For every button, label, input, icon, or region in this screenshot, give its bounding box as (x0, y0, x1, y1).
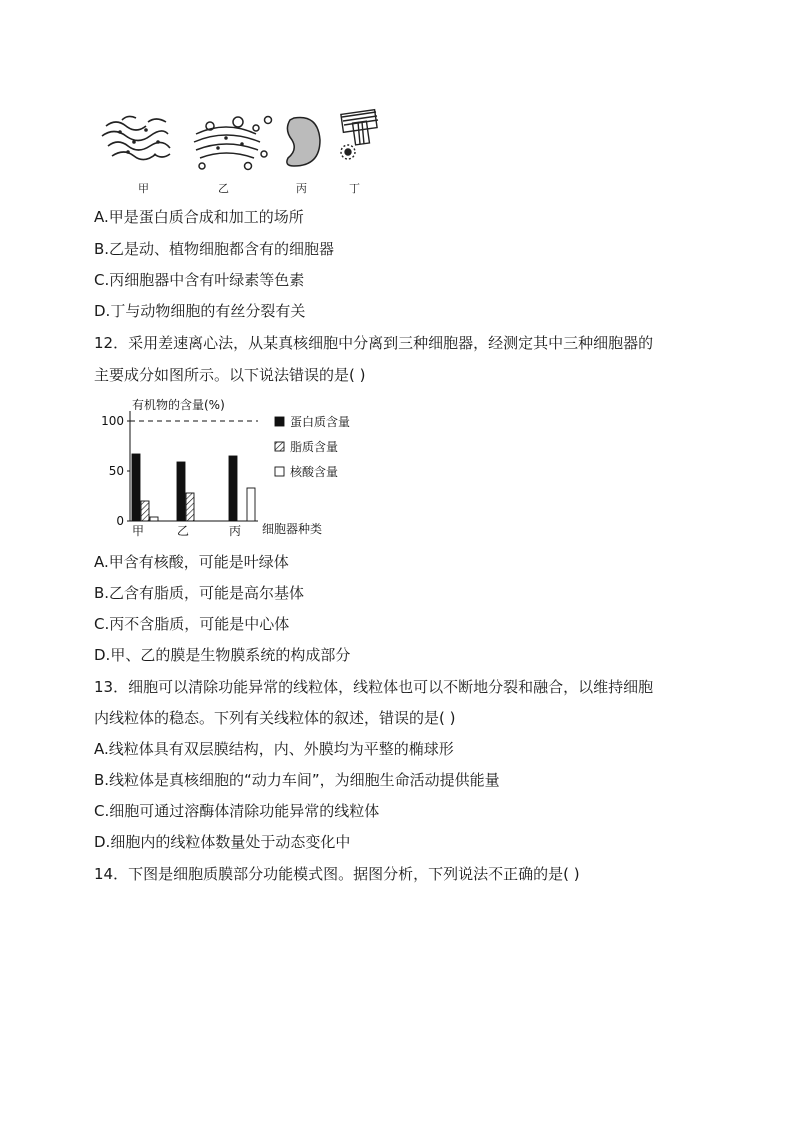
legend-swatch (275, 467, 284, 476)
centrosome-drawing (341, 110, 378, 159)
q13-option-a: A.线粒体具有双层膜结构，内、外膜均为平整的椭球形 (94, 740, 454, 758)
q12-stem-line2: 主要成分如图所示。以下说法错误的是( ) (94, 366, 366, 384)
x-tick-label: 乙 (176, 524, 190, 538)
bar-2-0 (229, 456, 237, 521)
legend-label: 蛋白质含量 (290, 415, 351, 429)
x-tick-label: 甲 (131, 524, 145, 538)
q12-option-a: A.甲含有核酸，可能是叶绿体 (94, 553, 289, 571)
chart-ylabel: 有机物的含量(%) (132, 398, 225, 412)
figure-label-jia: 甲 (138, 182, 149, 195)
q13-stem-line2: 内线粒体的稳态。下列有关线粒体的叙述，错误的是( ) (94, 709, 456, 727)
q12-option-b: B.乙含有脂质，可能是高尔基体 (94, 584, 305, 602)
figure-label-ding: 丁 (349, 182, 360, 195)
legend-swatch (275, 417, 284, 426)
figure-label-bing: 丙 (296, 182, 307, 195)
q11-option-c: C.丙细胞器中含有叶绿素等色素 (94, 271, 305, 289)
y-tick-label: 0 (116, 514, 124, 528)
vacuole-drawing (287, 117, 320, 166)
q11-option-d: D.丁与动物细胞的有丝分裂有关 (94, 302, 306, 320)
figure-label-yi: 乙 (218, 182, 229, 195)
x-tick-label: 丙 (228, 524, 242, 538)
bar-0-0 (132, 454, 140, 521)
q11-option-a: A.甲是蛋白质合成和加工的场所 (94, 208, 304, 226)
q12-stem-line1: 12．采用差速离心法，从某真核细胞中分离到三种细胞器，经测定其中三种细胞器的 (94, 334, 654, 352)
q13-option-d: D.细胞内的线粒体数量处于动态变化中 (94, 833, 351, 851)
q13-stem-line1: 13．细胞可以清除功能异常的线粒体，线粒体也可以不断地分裂和融合，以维持细胞 (94, 678, 654, 696)
q13-option-c: C.细胞可通过溶酶体清除功能异常的线粒体 (94, 802, 380, 820)
bar-2-2 (247, 488, 255, 521)
q12-option-c: C.丙不含脂质，可能是中心体 (94, 615, 290, 633)
organelle-composition-chart (94, 393, 394, 543)
golgi-drawing (194, 117, 272, 170)
bar-0-2 (150, 517, 158, 521)
organelle-figure (98, 108, 398, 174)
legend-swatch (275, 442, 284, 451)
bar-1-0 (177, 462, 185, 521)
chart-xlabel: 细胞器种类 (262, 522, 323, 536)
bar-1-1 (186, 493, 194, 521)
q13-option-b: B.线粒体是真核细胞的“动力车间”，为细胞生命活动提供能量 (94, 771, 500, 789)
y-tick-label: 50 (108, 464, 124, 478)
q14-stem: 14．下图是细胞质膜部分功能模式图。据图分析，下列说法不正确的是( ) (94, 865, 580, 883)
q12-option-d: D.甲、乙的膜是生物膜系统的构成部分 (94, 646, 351, 664)
legend-label: 核酸含量 (290, 465, 339, 479)
q11-option-b: B.乙是动、植物细胞都含有的细胞器 (94, 240, 335, 258)
er-drawing (102, 116, 170, 159)
legend-label: 脂质含量 (290, 440, 339, 454)
bar-0-1 (141, 501, 149, 521)
y-tick-label: 100 (101, 414, 124, 428)
